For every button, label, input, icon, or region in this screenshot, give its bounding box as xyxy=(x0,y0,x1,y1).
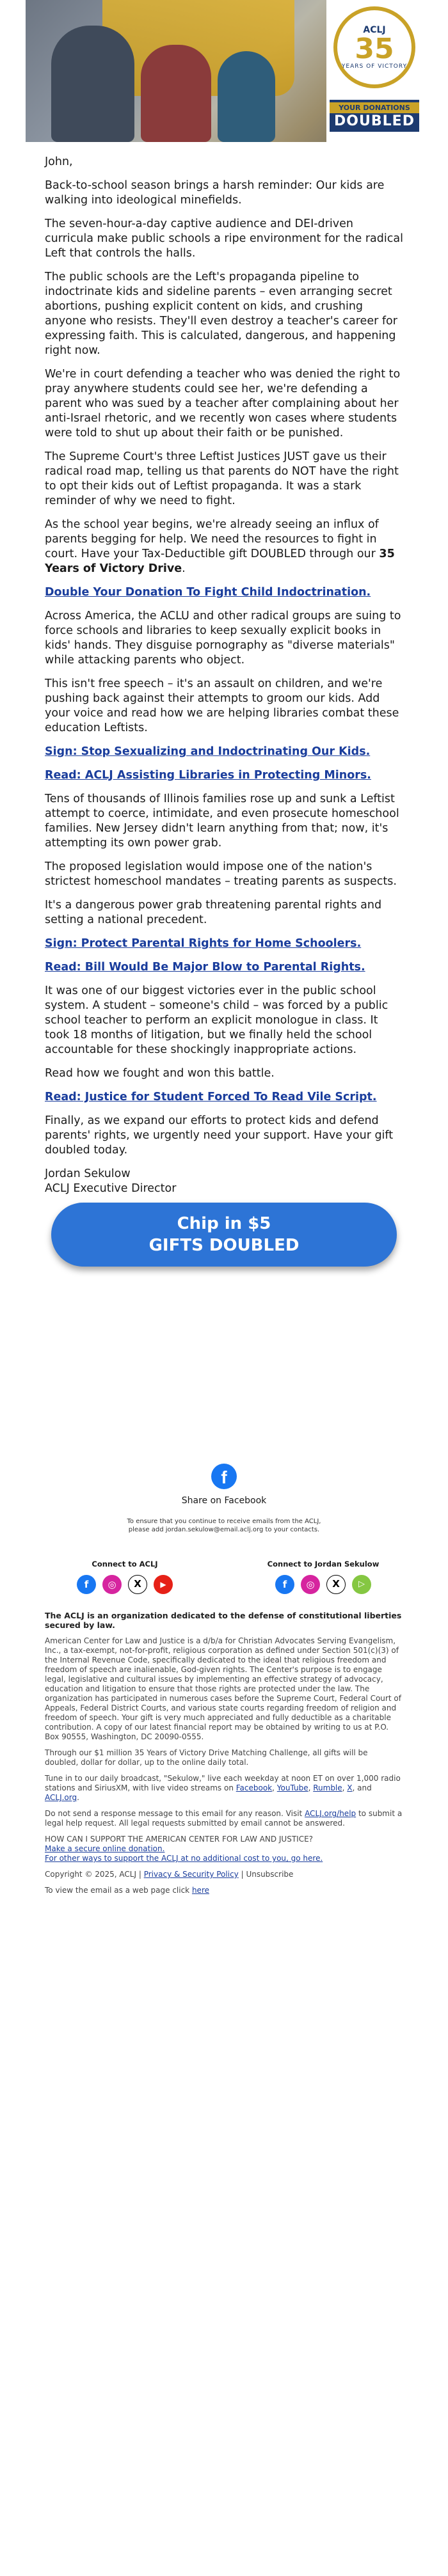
paragraph: Read how we fought and won this battle. xyxy=(45,1067,275,1080)
footer-paragraph xyxy=(45,1809,403,1828)
paragraph: Across America, the ACLU and other radical groups are suing to force schools and libraries to keep sexually explicit books in kids' hands. They disguise pornography as "diverse materials" while attacking parents who object. xyxy=(45,610,401,667)
read-justice-student-link[interactable]: Read: Justice for Student Forced To Read Vile Script. xyxy=(45,1091,377,1103)
paragraph: The Supreme Court's three Leftist Justices JUST gave us their radical road map, telling us that parents do NOT have the right to opt their kids out of Leftist propaganda. It was a stark reminder of why we need to fight. xyxy=(45,450,399,507)
facebook-icon[interactable]: f xyxy=(275,1575,294,1594)
signature xyxy=(45,1167,403,1196)
social-column-title: Connect to ACLJ xyxy=(92,1560,158,1569)
paragraph: It's a dangerous power grab threatening parental rights and setting a national precedent. xyxy=(45,899,382,926)
link-paragraph xyxy=(45,768,403,783)
x-icon[interactable]: X xyxy=(326,1575,346,1594)
paragraph: Tens of thousands of Illinois families rose up and sunk a Leftist attempt to coerce, intimidate, and even prosecute homeschool families. New Jersey didn't learn anything from that; now, it's attempting its own power grab. xyxy=(45,793,399,849)
hero-banner xyxy=(26,0,422,142)
student-figure xyxy=(51,26,134,142)
copyright-text: Copyright © 2025, ACLJ | xyxy=(45,1870,144,1879)
view-web-page-link[interactable]: here xyxy=(191,1886,209,1895)
footer-paragraph: Through our $1 million 35 Years of Victory Drive Matching Challenge, all gifts will be doubled, dollar for dollar, up to the online daily total. xyxy=(45,1748,368,1767)
greeting: John, xyxy=(45,155,73,168)
paragraph: We're in court defending a teacher who was denied the right to pray anywhere students could see her, we're defending a parent who was sued by a teacher after complaining about her anti-Israel rhetoric, and we recently won cases where students were told to shut up about their faith or be punished. xyxy=(45,368,401,439)
footer-aclj-link[interactable]: ACLJ.org xyxy=(45,1793,77,1802)
paragraph: Finally, as we expand our efforts to protect kids and defend parents' rights, we urgently need your support. Have your gift doubled today. xyxy=(45,1114,394,1157)
footer-heading: The ACLJ is an organization dedicated to the defense of constitutional liberties secured by law. xyxy=(45,1611,402,1630)
paragraph: The public schools are the Left's propaganda pipeline to indoctrinate kids and sideline parents – even arranging secret abortions, pushing explicit content on kids, and crushing anyone who resists. They'll even destroy a teacher's career for expressing faith. This is calculated, dangerous, and happening right now. xyxy=(45,271,397,357)
badge-number: 35 xyxy=(355,33,394,65)
notice-line: please add jordan.sekulow@email.aclj.org to your contacts. xyxy=(128,1526,320,1533)
double-donation-link[interactable]: Double Your Donation To Fight Child Indoctrination. xyxy=(45,586,371,599)
badge-org: ACLJ xyxy=(363,25,386,35)
footer-paragraph xyxy=(45,1886,403,1895)
badge-banner-top: YOUR DONATIONS xyxy=(330,102,419,113)
youtube-icon[interactable]: ▶ xyxy=(154,1575,173,1594)
paragraph: This isn't free speech – it's an assault on children, and we're pushing back against their attempts to groom our kids. Add your voice and read how we are helping libraries combat these education Leftists. xyxy=(45,677,399,734)
facebook-icon[interactable]: f xyxy=(211,1464,237,1489)
instagram-icon[interactable]: ◎ xyxy=(102,1575,122,1594)
paragraph: The proposed legislation would impose one of the nation's strictest homeschool mandates – treating parents as suspects. xyxy=(45,860,397,888)
link-paragraph xyxy=(45,936,403,951)
link-paragraph xyxy=(45,585,403,600)
footer xyxy=(26,1594,422,1895)
social-column-title: Connect to Jordan Sekulow xyxy=(267,1560,380,1569)
read-bill-blow-link[interactable]: Read: Bill Would Be Major Blow to Parental Rights. xyxy=(45,961,365,974)
paragraph xyxy=(45,518,403,576)
footer-text: , xyxy=(342,1783,348,1792)
footer-rumble-link[interactable]: Rumble xyxy=(313,1783,342,1792)
footer-paragraph: American Center for Law and Justice is a d/b/a for Christian Advocates Serving Evangelism, Inc., a tax-exempt, not-for-profit, religious corporation as defined under Section 501(c)(3) of the Internal Revenue Code, specifically dedicated to the ideal that religious freedom and freedom of speech are inalienable, God-given rights. The Center's purpose is to engage legal, legislative and cultural issues by implementing an effective strategy of advocacy, education and litigation to ensure that those rights are protected under the law. The organization has participated in numerous cases before the Supreme Court, Federal Court of Appeals, Federal District Courts, and various state courts regarding freedom of religion and freedom of speech. Your gift is very much appreciated and fully deductible as a charitable contribution. A copy of our latest financial report may be obtained by writing to us at P.O. Box 90555, Washington, DC 20090-0555. xyxy=(45,1636,401,1741)
35-years-badge xyxy=(326,0,422,142)
paragraph-text: . xyxy=(182,562,186,575)
chip-in-button[interactable] xyxy=(51,1203,397,1267)
aclj-help-link[interactable]: ACLJ.org/help xyxy=(305,1809,356,1818)
signature-title: ACLJ Executive Director xyxy=(45,1182,177,1195)
badge-ring xyxy=(333,6,415,88)
letter-body xyxy=(26,142,422,1196)
footer-paragraph xyxy=(45,1835,403,1863)
social-links xyxy=(26,1560,422,1594)
cta-line1: Chip in $5 xyxy=(177,1214,271,1233)
footer-text: . xyxy=(77,1793,79,1802)
link-paragraph xyxy=(45,745,403,759)
unsubscribe-text[interactable]: | Unsubscribe xyxy=(238,1870,294,1879)
sign-stop-sexualizing-link[interactable]: Sign: Stop Sexualizing and Indoctrinating Our Kids. xyxy=(45,745,371,758)
x-icon[interactable]: X xyxy=(128,1575,147,1594)
footer-text: , xyxy=(272,1783,277,1792)
facebook-icon[interactable]: f xyxy=(77,1575,96,1594)
instagram-icon[interactable]: ◎ xyxy=(301,1575,320,1594)
social-icon-row xyxy=(243,1575,403,1594)
paragraph: Back-to-school season brings a harsh reminder: Our kids are walking into ideological minefields. xyxy=(45,179,385,207)
footer-text: , xyxy=(308,1783,314,1792)
footer-facebook-link[interactable]: Facebook xyxy=(236,1783,273,1792)
social-icon-row xyxy=(45,1575,205,1594)
email-container xyxy=(26,0,422,1895)
aclj-social-column xyxy=(45,1560,205,1594)
footer-youtube-link[interactable]: YouTube xyxy=(276,1783,308,1792)
footer-text: to submit a legal help request. All legal requests submitted by email cannot be answered. xyxy=(45,1809,403,1828)
cta-line2: GIFTS DOUBLED xyxy=(148,1236,300,1255)
footer-text: Do not send a response message to this email for any reason. Visit xyxy=(45,1809,305,1818)
spacer xyxy=(26,1267,422,1464)
notice-line: To ensure that you continue to receive emails from the ACLJ, xyxy=(127,1518,321,1525)
footer-text: , and xyxy=(352,1783,372,1792)
share-section xyxy=(26,1464,422,1506)
paragraph: It was one of our biggest victories ever in the public school system. A student – someone's child – was forced by a public school teacher to perform an explicit monologue in class. It took 18 months of litigation, but we finally held the school accountable for these shockingly inappropriate actions. xyxy=(45,984,388,1056)
badge-banner-bottom: DOUBLED xyxy=(334,113,415,129)
sign-homeschool-rights-link[interactable]: Sign: Protect Parental Rights for Home Schoolers. xyxy=(45,937,362,950)
footer-paragraph xyxy=(45,1870,403,1879)
badge-subtitle: YEARS OF VICTORY xyxy=(341,63,408,70)
paragraph-text: As the school year begins, we're already seeing an influx of parents begging for help. We need the resources to fight in court. Have your Tax-Deductible gift DOUBLED through our xyxy=(45,518,380,560)
share-on-facebook-label[interactable]: Share on Facebook xyxy=(181,1496,267,1506)
support-heading: HOW CAN I SUPPORT THE AMERICAN CENTER FOR LAW AND JUSTICE? xyxy=(45,1835,314,1844)
cta-wrapper xyxy=(26,1196,422,1267)
student-figure xyxy=(218,51,275,142)
rumble-icon[interactable]: ▷ xyxy=(352,1575,371,1594)
drive-name: 35 Years of Victory Drive xyxy=(45,548,395,575)
footer-text: To view the email as a web page click xyxy=(45,1886,192,1895)
jordan-social-column xyxy=(243,1560,403,1594)
secure-donation-link[interactable]: Make a secure online donation. xyxy=(45,1844,165,1853)
footer-paragraph xyxy=(45,1774,403,1803)
other-ways-link[interactable]: For other ways to support the ACLJ at no additional cost to you, go here. xyxy=(45,1854,323,1863)
signature-name: Jordan Sekulow xyxy=(45,1167,131,1180)
paragraph: The seven-hour-a-day captive audience and DEI-driven curricula make public schools a ripe environment for the radical Left that controls the halls. xyxy=(45,217,403,260)
link-paragraph xyxy=(45,1090,403,1105)
badge-banner xyxy=(330,100,419,132)
link-paragraph xyxy=(45,960,403,975)
read-assisting-libraries-link[interactable]: Read: ACLJ Assisting Libraries in Protecting Minors. xyxy=(45,769,371,782)
footer-x-link[interactable]: X xyxy=(347,1783,353,1792)
student-figure xyxy=(141,45,211,142)
contacts-notice xyxy=(26,1517,422,1534)
footer-text: Tune in to our daily broadcast, "Sekulow," live each weekday at noon ET on over 1,000 radio stations and SiriusXM, with live video streams on xyxy=(45,1774,401,1792)
privacy-policy-link[interactable]: Privacy & Security Policy xyxy=(143,1870,239,1879)
